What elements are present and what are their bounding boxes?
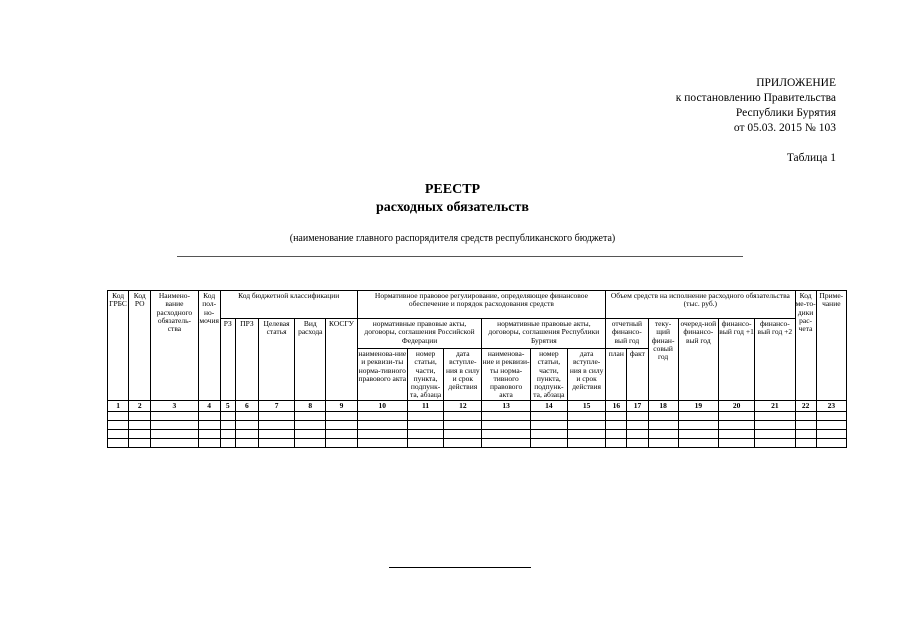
header-note: Приме-чание xyxy=(816,291,846,401)
header-obligation-name: Наимено-вание расходного обязатель-ства xyxy=(151,291,198,401)
header-calc-method: Код ме-то-дики рас-чета xyxy=(795,291,816,401)
org-name-line xyxy=(177,256,743,257)
header-target-article: Целевая статья xyxy=(258,319,294,401)
column-number-cell: 18 xyxy=(648,400,678,411)
column-number-cell: 17 xyxy=(627,400,648,411)
header-grbs: Код ГРБС xyxy=(108,291,129,401)
column-number-cell: 23 xyxy=(816,400,846,411)
header-authority-code: Код пол-но-мочия xyxy=(198,291,220,401)
header-plan: план xyxy=(606,349,627,401)
column-number-cell: 2 xyxy=(129,400,151,411)
header-funding-volume: Объем средств на исполнение расходного обязательства (тыс. руб.) xyxy=(606,291,795,319)
header-fact: факт xyxy=(627,349,648,401)
title-line-2: расходных обязательств xyxy=(376,200,529,215)
header-rb-act-name: наименова-ние и реквизи-ты норма-тивного правового акта xyxy=(482,349,530,400)
column-number-cell: 13 xyxy=(482,400,530,411)
column-number-cell: 12 xyxy=(444,400,482,411)
header-prz: ПРЗ xyxy=(235,319,258,401)
column-number-cell: 20 xyxy=(718,400,754,411)
table-row xyxy=(108,411,847,420)
column-number-cell: 16 xyxy=(606,400,627,411)
header-year-plus2: финансо-вый год +2 xyxy=(755,319,795,401)
header-rf-article-number: номер статьи, части, пункта, подпунк-та, абзаца xyxy=(407,349,443,401)
column-number-cell: 9 xyxy=(326,400,357,411)
org-caption: (наименование главного распорядителя средств республиканского бюджета) xyxy=(289,233,616,244)
header-budget-classification: Код бюджетной классификации xyxy=(220,291,357,319)
header-report-year: отчетный финансо-вый год xyxy=(606,319,648,349)
header-kosgu: КОСГУ xyxy=(326,319,357,401)
header-rb-effective-date: дата вступле-ния в силу и срок действия xyxy=(567,349,605,401)
column-number-cell: 4 xyxy=(198,400,220,411)
table-label: Таблица 1 xyxy=(786,152,836,164)
header-rz: РЗ xyxy=(220,319,235,401)
table-row xyxy=(108,420,847,429)
header-next-year: очеред-ной финансо-вый год xyxy=(678,319,718,401)
header-expense-type: Вид расхода xyxy=(295,319,326,401)
registry-table xyxy=(107,290,847,448)
appendix-line-3: Республики Бурятия xyxy=(735,107,836,119)
column-number-cell: 10 xyxy=(357,400,407,411)
appendix-block xyxy=(676,76,836,136)
table-row xyxy=(108,429,847,438)
column-number-cell: 21 xyxy=(755,400,795,411)
appendix-line-2: к постановлению Правительства xyxy=(675,92,836,104)
title-line-1: РЕЕСТР xyxy=(424,182,481,197)
column-number-cell: 15 xyxy=(567,400,605,411)
header-current-year: теку-щий финан-совый год xyxy=(648,319,678,401)
column-number-cell: 1 xyxy=(108,400,129,411)
signature-line xyxy=(389,567,531,568)
appendix-line-4: от 05.03. 2015 № 103 xyxy=(733,122,836,134)
column-number-row xyxy=(108,400,847,411)
column-number-cell: 22 xyxy=(795,400,816,411)
table-row xyxy=(108,438,847,447)
column-number-cell: 3 xyxy=(151,400,198,411)
document-title xyxy=(0,181,905,217)
column-number-cell: 19 xyxy=(678,400,718,411)
header-rb-article-number: номер статьи, части, пункта, подпунк-та, абзаца xyxy=(530,349,567,401)
header-rf-effective-date: дата вступле-ния в силу и срок действия xyxy=(444,349,482,401)
column-number-cell: 6 xyxy=(235,400,258,411)
header-ro: Код РО xyxy=(129,291,151,401)
column-number-cell: 7 xyxy=(258,400,294,411)
column-number-cell: 8 xyxy=(295,400,326,411)
column-number-cell: 14 xyxy=(530,400,567,411)
header-rb-acts: нормативные правовые акты, договоры, соглашения Республики Бурятия xyxy=(482,319,606,349)
header-rf-act-name: наименова-ние и реквизи-ты норма-тивного правового акта xyxy=(357,349,407,401)
appendix-line-1: ПРИЛОЖЕНИЕ xyxy=(756,77,836,89)
header-rf-acts: нормативные правовые акты, договоры, соглашения Российской Федерации xyxy=(357,319,482,349)
header-normative-regulation: Нормативное правовое регулирование, определяющее финансовое обеспечение и порядок расходования средств xyxy=(357,291,606,319)
column-number-cell: 11 xyxy=(407,400,443,411)
header-year-plus1: финансо-вый год +1 xyxy=(718,319,754,401)
column-number-cell: 5 xyxy=(220,400,235,411)
